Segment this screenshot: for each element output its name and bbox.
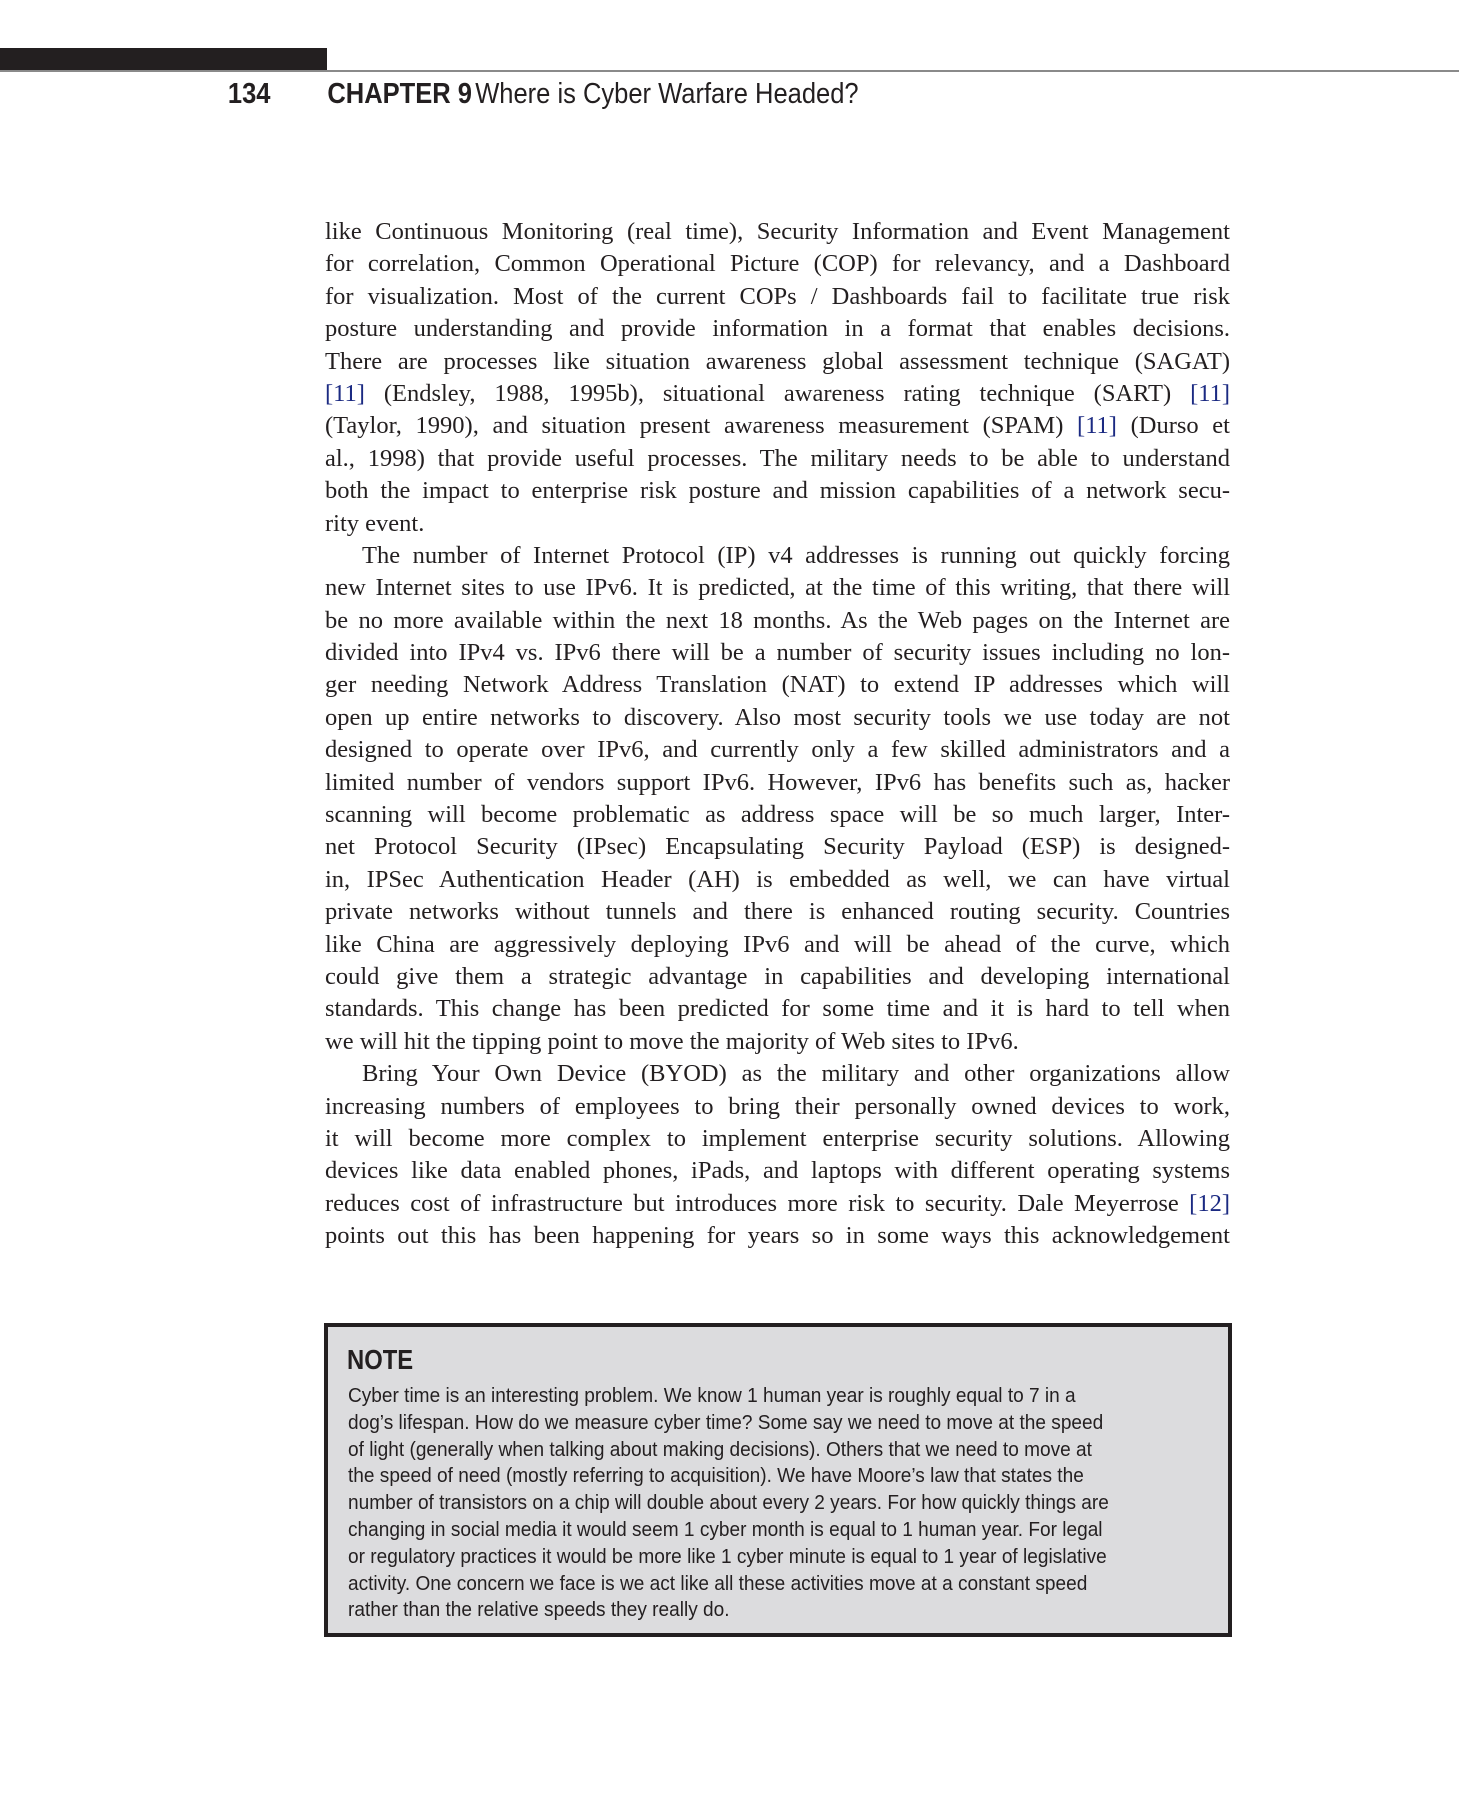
text-run: (Endsley, 1988, 1995b), situational awareness rating technique (SART): [364, 379, 1191, 407]
text-line: for correlation, Common Operational Picture (COP) for relevancy, and a Dashboard: [325, 250, 1230, 278]
text-line: could give them a strategic advantage in capabilities and developing international: [325, 962, 1230, 990]
text-line: There are processes like situation awareness global assessment technique (SAGAT): [325, 347, 1230, 375]
paragraph-continuation: [325, 216, 1230, 540]
text-line: [325, 410, 1230, 442]
text-line: like Continuous Monitoring (real time), Security Information and Event Management: [325, 218, 1230, 245]
citation-link[interactable]: [11]: [1077, 412, 1117, 440]
text-line: like China are aggressively deploying IPv6 and will be ahead of the curve, which: [325, 930, 1230, 958]
text-line: [325, 1188, 1230, 1220]
text-line: net Protocol Security (IPsec) Encapsulating Security Payload (ESP) is designed-: [325, 833, 1230, 861]
citation-link[interactable]: [11]: [325, 379, 365, 407]
text-line: rity event.: [325, 509, 425, 537]
text-line: points out this has been happening for years so in some ways this acknowledgement: [325, 1222, 1230, 1250]
note-title: NOTE: [347, 1344, 414, 1375]
text-line: new Internet sites to use IPv6. It is predicted, at the time of this writing, that there will: [325, 574, 1230, 602]
text-line: posture understanding and provide information in a format that enables decisions.: [325, 315, 1230, 343]
text-line: scanning will become problematic as address space will be so much larger, Inter-: [325, 801, 1230, 829]
note-body: [348, 1383, 1208, 1624]
text-line: The number of Internet Protocol (IP) v4 addresses is running out quickly forcing: [362, 541, 1230, 569]
text-line: open up entire networks to discovery. Also most security tools we use today are not: [325, 703, 1230, 731]
text-line: standards. This change has been predicted for some time and it is hard to tell when: [325, 995, 1230, 1023]
header-black-bar: [0, 48, 327, 71]
note-line: or regulatory practices it would be more like 1 cyber minute is equal to 1 year of legislative: [348, 1544, 1107, 1568]
paragraph-ipv6: [325, 540, 1230, 1058]
text-line: [325, 378, 1230, 410]
text-line: Bring Your Own Device (BYOD) as the military and other organizations allow: [362, 1060, 1230, 1088]
body-text: [325, 216, 1230, 1253]
text-line: be no more available within the next 18 months. As the Web pages on the Internet are: [325, 606, 1230, 634]
text-run: (Durso et: [1116, 412, 1230, 440]
text-line: in, IPSec Authentication Header (AH) is embedded as well, we can have virtual: [325, 865, 1230, 893]
text-line: limited number of vendors support IPv6. However, IPv6 has benefits such as, hacker: [325, 768, 1230, 796]
citation-link[interactable]: [12]: [1189, 1189, 1230, 1217]
text-line: divided into IPv4 vs. IPv6 there will be a number of security issues including no lon-: [325, 639, 1230, 667]
note-line: Cyber time is an interesting problem. We know 1 human year is roughly equal to 7 in a: [348, 1384, 1076, 1407]
note-line: dog’s lifespan. How do we measure cyber time? Some say we need to move at the speed: [348, 1410, 1104, 1434]
text-line: ger needing Network Address Translation (NAT) to extend IP addresses which will: [325, 671, 1230, 699]
note-line: rather than the relative speeds they really do.: [348, 1598, 730, 1622]
note-box: [324, 1323, 1232, 1637]
text-line: it will become more complex to implement enterprise security solutions. Allowing: [325, 1124, 1230, 1152]
text-line: designed to operate over IPv6, and currently only a few skilled administrators and a: [325, 736, 1230, 764]
chapter-label: CHAPTER 9: [327, 78, 472, 110]
header-rule: [0, 70, 1459, 72]
text-line: both the impact to enterprise risk posture and mission capabilities of a network secu-: [325, 477, 1230, 505]
paragraph-byod: [325, 1058, 1230, 1252]
note-line: of light (generally when talking about making decisions). Others that we need to move at: [348, 1437, 1092, 1461]
text-line: for visualization. Most of the current COPs / Dashboards fail to facilitate true risk: [325, 282, 1230, 310]
citation-link[interactable]: [11]: [1190, 379, 1230, 407]
page-number: 134: [227, 78, 271, 110]
text-line: we will hit the tipping point to move the majority of Web sites to IPv6.: [325, 1027, 1019, 1055]
text-line: al., 1998) that provide useful processes. The military needs to be able to understand: [325, 444, 1230, 472]
text-line: devices like data enabled phones, iPads, and laptops with different operating systems: [325, 1157, 1230, 1185]
text-run: reduces cost of infrastructure but introduces more risk to security. Dale Meyerrose: [325, 1189, 1190, 1217]
text-run: (Taylor, 1990), and situation present awareness measurement (SPAM): [325, 412, 1078, 440]
note-line: activity. One concern we face is we act like all these activities move at a constant speed: [348, 1571, 1088, 1595]
text-line: increasing numbers of employees to bring their personally owned devices to work,: [325, 1092, 1230, 1120]
note-line: number of transistors on a chip will double about every 2 years. For how quickly things are: [348, 1491, 1109, 1515]
note-line: changing in social media it would seem 1 cyber month is equal to 1 human year. For legal: [348, 1517, 1103, 1541]
text-line: private networks without tunnels and there is enhanced routing security. Countries: [325, 898, 1230, 926]
chapter-title: Where is Cyber Warfare Headed?: [475, 78, 859, 110]
note-line: the speed of need (mostly referring to acquisition). We have Moore’s law that states the: [348, 1464, 1084, 1488]
